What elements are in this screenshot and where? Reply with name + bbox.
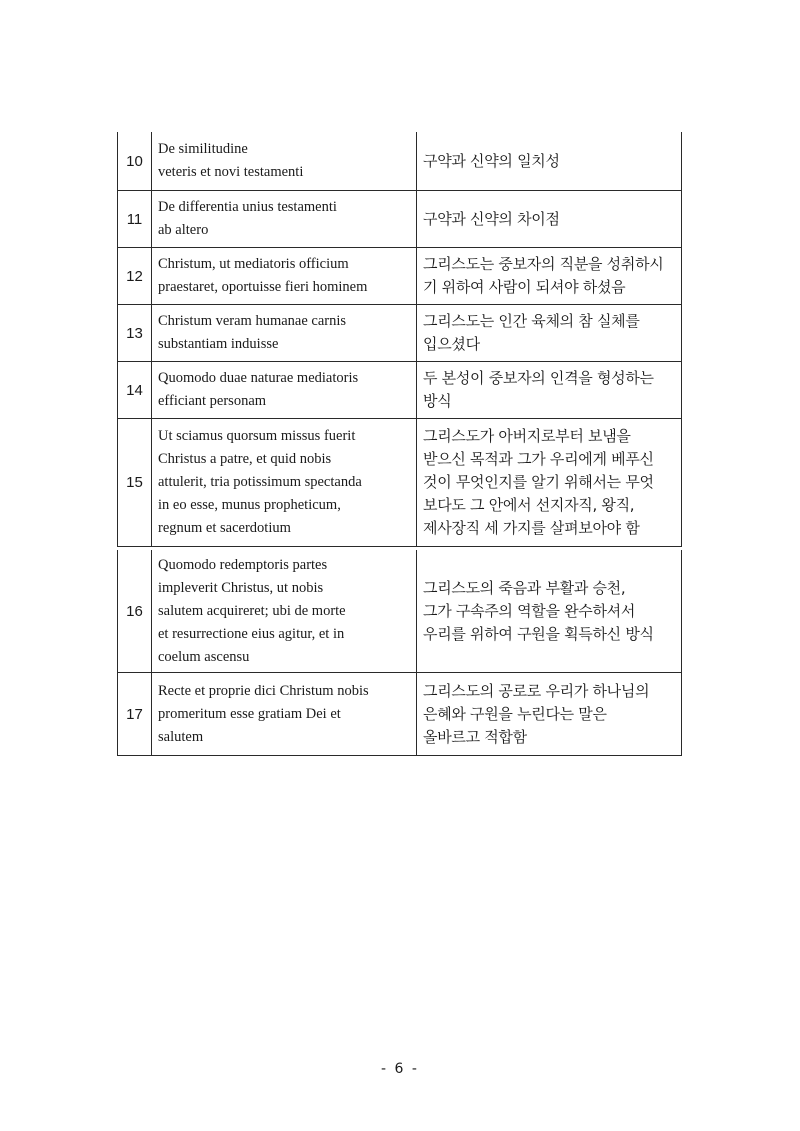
text-line: praestaret, oportuisse fieri hominem — [158, 279, 368, 295]
text-line: salutem — [158, 728, 204, 745]
table-row — [118, 248, 682, 305]
korean-title — [417, 132, 682, 191]
text-line: 방식 — [423, 392, 452, 410]
text-line: 그리스도의 공로로 우리가 하나님의 — [423, 681, 650, 700]
latin-title — [152, 132, 417, 191]
korean-title — [417, 673, 682, 756]
text-line: regnum et sacerdotium — [158, 520, 291, 536]
chapter-number: 15 — [118, 419, 152, 547]
text-line: substantiam induisse — [158, 336, 279, 352]
latin-title — [152, 248, 417, 305]
text-line: 구약과 신약의 차이점 — [423, 209, 560, 228]
table-row — [118, 132, 682, 191]
table-row — [118, 550, 682, 673]
text-line: Christum veram humanae carnis — [158, 313, 347, 329]
table-row — [118, 305, 682, 362]
text-line: et resurrectione eius agitur, et in — [158, 625, 345, 642]
text-line: 받으신 목적과 그가 우리에게 베푸신 — [423, 450, 654, 468]
text-line: 그리스도는 중보자의 직분을 성취하시 — [423, 255, 664, 273]
latin-title — [152, 191, 417, 248]
korean-title — [417, 419, 682, 547]
text-line: coelum ascensu — [158, 648, 250, 665]
text-line: 그리스도가 아버지로부터 보냄을 — [423, 427, 631, 445]
text-line: De similitudine — [158, 141, 248, 157]
table-row — [118, 362, 682, 419]
chapter-number: 16 — [118, 550, 152, 673]
text-line: 올바르고 적합함 — [423, 727, 527, 746]
chapter-number: 14 — [118, 362, 152, 419]
korean-title — [417, 362, 682, 419]
page-number: - 6 - — [381, 1061, 419, 1077]
text-line: in eo esse, munus propheticum, — [158, 497, 341, 513]
chapter-number: 10 — [118, 132, 152, 191]
text-line: veteris et novi testamenti — [158, 164, 304, 180]
chapter-number: 17 — [118, 673, 152, 756]
text-line: Quomodo redemptoris partes — [158, 556, 328, 573]
text-line: impleverit Christus, ut nobis — [158, 579, 324, 596]
text-line: Quomodo duae naturae mediatoris — [158, 370, 359, 386]
text-line: Christum, ut mediatoris officium — [158, 256, 349, 272]
chapter-number: 12 — [118, 248, 152, 305]
text-line: 그리스도의 죽음과 부활과 승천, — [423, 578, 626, 597]
text-line: 그가 구속주의 역할을 완수하셔서 — [423, 601, 636, 620]
text-line: Christus a patre, et quid nobis — [158, 451, 332, 467]
chapter-table-part2 — [117, 550, 682, 756]
table-row — [118, 191, 682, 248]
table-row — [118, 419, 682, 547]
korean-title — [417, 550, 682, 673]
text-line: Recte et proprie dici Christum nobis — [158, 682, 369, 699]
text-line: 우리를 위하여 구원을 획득하신 방식 — [423, 624, 654, 643]
korean-title — [417, 305, 682, 362]
korean-title — [417, 191, 682, 248]
chapter-table-part1 — [117, 132, 682, 547]
text-line: 입으셨다 — [423, 335, 480, 353]
latin-title — [152, 305, 417, 362]
latin-title — [152, 550, 417, 673]
text-line: 은혜와 구원을 누린다는 말은 — [423, 704, 607, 723]
table-row — [118, 673, 682, 756]
chapter-number: 11 — [118, 191, 152, 248]
text-line: 기 위하여 사람이 되셔야 하셨음 — [423, 278, 626, 296]
latin-title — [152, 673, 417, 756]
korean-title — [417, 248, 682, 305]
latin-title — [152, 419, 417, 547]
text-line: attulerit, tria potissimum spectanda — [158, 474, 362, 490]
text-line: 것이 무엇인지를 알기 위해서는 무엇 — [423, 473, 654, 491]
text-line: 구약과 신약의 일치성 — [423, 151, 560, 170]
text-line: 두 본성이 중보자의 인격을 형성하는 — [423, 369, 654, 387]
text-line: efficiant personam — [158, 393, 267, 409]
text-line: 제사장직 세 가지를 살펴보아야 함 — [423, 519, 640, 537]
text-line: 보다도 그 안에서 선지자직, 왕직, — [423, 496, 635, 514]
text-line: promeritum esse gratiam Dei et — [158, 705, 341, 722]
chapter-number: 13 — [118, 305, 152, 362]
text-line: salutem acquireret; ubi de morte — [158, 602, 346, 619]
text-line: ab altero — [158, 222, 209, 238]
text-line: De differentia unius testamenti — [158, 199, 337, 215]
text-line: Ut sciamus quorsum missus fuerit — [158, 428, 356, 444]
latin-title — [152, 362, 417, 419]
text-line: 그리스도는 인간 육체의 참 실체를 — [423, 312, 640, 330]
